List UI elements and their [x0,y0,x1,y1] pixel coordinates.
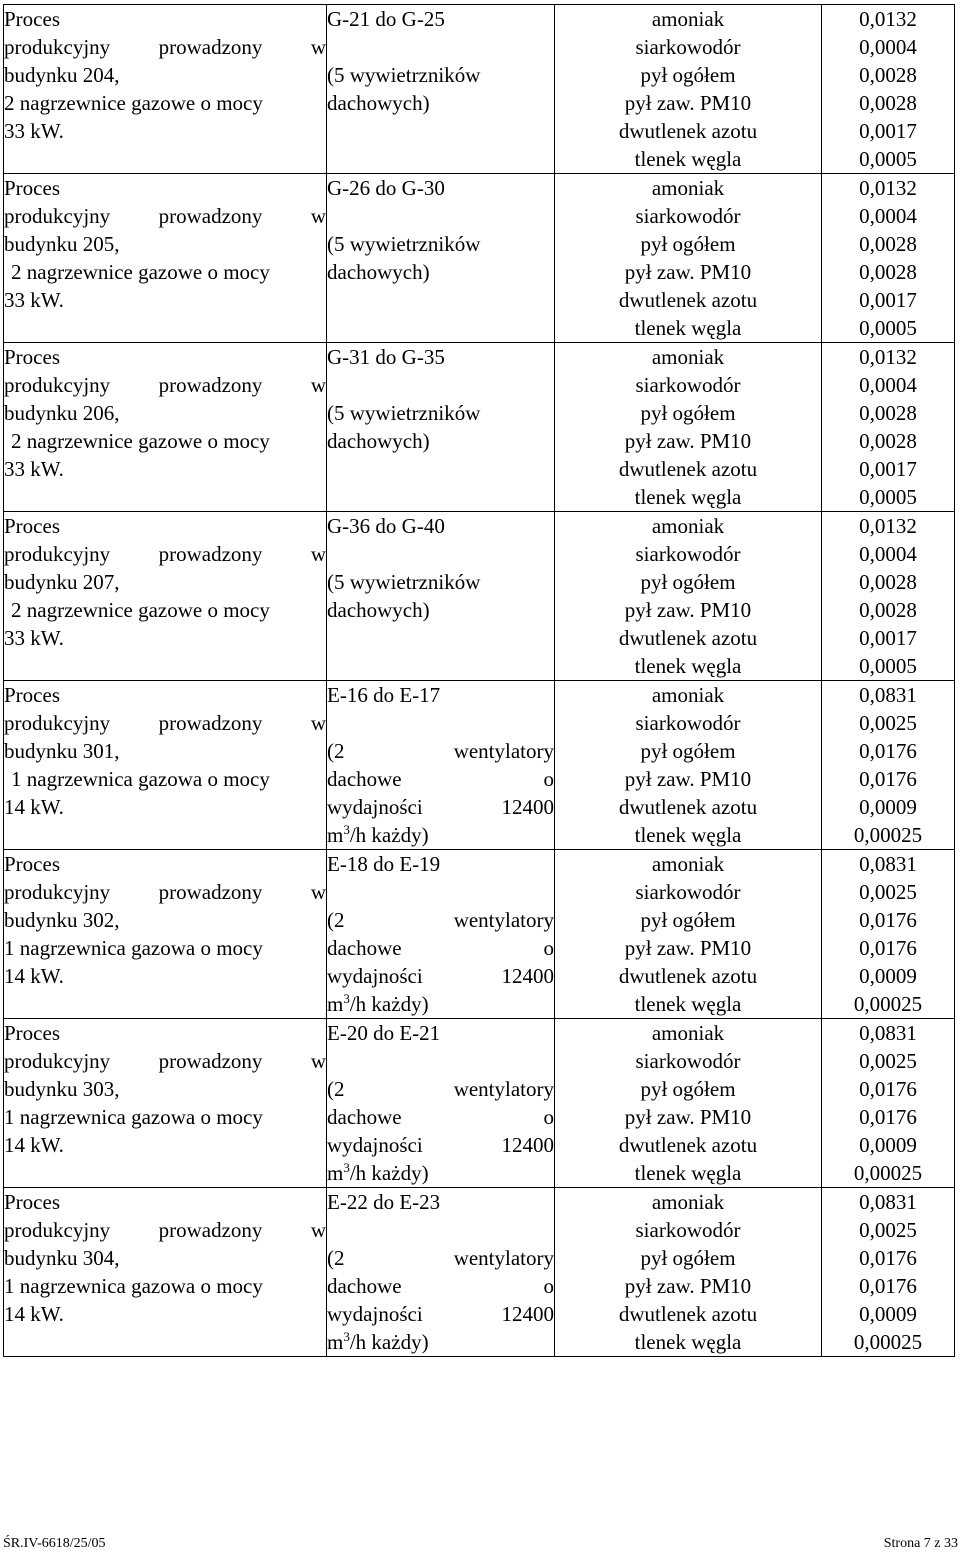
emission-values-cell [822,1019,955,1188]
source-description-line: dachowych) [327,260,430,284]
process-line: Proces [4,514,60,538]
substance-name: pył ogółem [640,232,736,256]
source-name: G-36 do G-40 [327,514,445,538]
substance-name: pył zaw. PM10 [624,936,752,960]
emission-value: 0,0176 [859,1246,917,1270]
process-cell [4,1188,327,1357]
process-line: Proces [4,1190,60,1214]
substance-name: siarkowodór [635,204,741,228]
substances-cell [555,512,822,681]
source-description-line: wydajności 12400 [327,964,554,988]
unit-exponent: 3 [343,822,350,837]
source-description-line: dachowych) [327,91,430,115]
unit-tail: /h każdy) [349,992,429,1016]
substance-name: tlenek węgla [634,654,742,678]
emission-value: 0,0025 [859,880,917,904]
substance-name: tlenek węgla [634,147,742,171]
process-line: 14 kW. [4,1302,64,1326]
process-line: 2 nagrzewnice gazowe o mocy [4,91,263,115]
emission-value: 0,0004 [859,35,917,59]
source-capacity-unit [327,1159,554,1187]
table-row [4,681,955,850]
process-cell [4,174,327,343]
substances-cell [555,5,822,174]
emission-source-cell [327,174,555,343]
substances-cell [555,850,822,1019]
emission-value: 0,0005 [859,147,917,171]
source-description-line: (2 wentylatory [327,908,554,932]
emission-value: 0,0005 [859,485,917,509]
emission-value: 0,0176 [859,1105,917,1129]
process-line: 33 kW. [4,288,64,312]
emission-values-cell [822,5,955,174]
process-line: Proces [4,852,60,876]
substance-name: pył ogółem [640,1077,736,1101]
process-line: 1 nagrzewnica gazowa o mocy [4,1105,263,1129]
process-line: budynku 303, [4,1077,120,1101]
spacer [327,1216,554,1244]
substance-name: siarkowodór [635,880,741,904]
substance-name: siarkowodór [635,1049,741,1073]
process-line: 33 kW. [4,626,64,650]
emission-value: 0,0025 [859,711,917,735]
source-description-line: (2 wentylatory [327,1246,554,1270]
source-name: E-16 do E-17 [327,683,441,707]
substance-name: pył ogółem [640,908,736,932]
process-line: budynku 301, [4,739,120,763]
page-number: Strona 7 z 33 [883,1536,958,1551]
spacer [327,1047,554,1075]
process-line: budynku 204, [4,63,120,87]
table-row [4,343,955,512]
table-row [4,512,955,681]
process-line: budynku 205, [4,232,120,256]
substance-name: pył zaw. PM10 [624,91,752,115]
substance-name: siarkowodór [635,35,741,59]
substance-name: pył zaw. PM10 [624,598,752,622]
emission-value: 0,0176 [859,908,917,932]
emission-value: 0,0005 [859,654,917,678]
emission-source-cell [327,850,555,1019]
source-description-line: (5 wywietrzników [327,63,481,87]
spacer [327,202,554,230]
emission-values-cell [822,343,955,512]
table-row [4,1188,955,1357]
substances-cell [555,1019,822,1188]
substance-name: pył zaw. PM10 [624,429,752,453]
source-description-line: dachowych) [327,429,430,453]
emission-value: 0,0028 [859,63,917,87]
substance-name: dwutlenek azotu [618,964,758,988]
source-description-line: wydajności 12400 [327,795,554,819]
source-name: G-21 do G-25 [327,7,445,31]
process-line: Proces [4,683,60,707]
substance-name: pył zaw. PM10 [624,1105,752,1129]
emission-value: 0,0132 [859,7,917,31]
substances-cell [555,343,822,512]
spacer [327,371,554,399]
emission-value: 0,0028 [859,260,917,284]
source-description-line: (5 wywietrzników [327,401,481,425]
source-description-line: (2 wentylatory [327,1077,554,1101]
substance-name: amoniak [651,514,725,538]
spacer [327,33,554,61]
substance-name: amoniak [651,176,725,200]
emission-source-cell [327,681,555,850]
source-description-line: dachowe o [327,1274,554,1298]
process-cell [4,5,327,174]
substance-name: tlenek węgla [634,316,742,340]
emission-value: 0,0176 [859,936,917,960]
substance-name: tlenek węgla [634,1161,742,1185]
emission-values-cell [822,1188,955,1357]
unit-base: m [327,823,344,847]
process-line: produkcyjny prowadzony w [4,711,326,735]
emission-value: 0,0009 [859,1302,917,1326]
substance-name: pył zaw. PM10 [624,260,752,284]
emission-value: 0,0028 [859,91,917,115]
process-cell [4,343,327,512]
process-line: Proces [4,176,60,200]
emission-value: 0,0009 [859,795,917,819]
process-line: produkcyjny prowadzony w [4,542,326,566]
substance-name: siarkowodór [635,711,741,735]
process-line: Proces [4,7,60,31]
source-capacity-unit [327,990,554,1018]
emission-values-cell [822,850,955,1019]
emission-value: 0,0025 [859,1218,917,1242]
emission-value: 0,0005 [859,316,917,340]
process-cell [4,681,327,850]
process-line: produkcyjny prowadzony w [4,1049,326,1073]
process-line: 14 kW. [4,1133,64,1157]
table-row [4,850,955,1019]
substance-name: siarkowodór [635,542,741,566]
substance-name: amoniak [651,7,725,31]
emission-value: 0,0017 [859,626,917,650]
emission-value: 0,0017 [859,457,917,481]
emission-value: 0,0132 [859,345,917,369]
emission-value: 0,0831 [859,852,917,876]
source-description-line: dachowe o [327,767,554,791]
document-reference: ŚR.IV-6618/25/05 [3,1536,106,1551]
substance-name: pył ogółem [640,1246,736,1270]
emission-value: 0,00025 [853,1330,923,1354]
emission-value: 0,0028 [859,232,917,256]
emission-value: 0,0028 [859,570,917,594]
process-line: produkcyjny prowadzony w [4,373,326,397]
process-line: 2 nagrzewnice gazowe o mocy [11,598,270,622]
emission-value: 0,0132 [859,514,917,538]
emission-value: 0,0831 [859,1021,917,1045]
process-line: 33 kW. [4,119,64,143]
process-line: Proces [4,345,60,369]
process-line: budynku 207, [4,570,120,594]
emission-value: 0,0176 [859,739,917,763]
process-line: budynku 302, [4,908,120,932]
emission-value: 0,0009 [859,1133,917,1157]
source-name: E-20 do E-21 [327,1021,441,1045]
substance-name: pył ogółem [640,570,736,594]
process-line: 1 nagrzewnica gazowa o mocy [4,936,263,960]
emission-source-cell [327,343,555,512]
substance-name: siarkowodór [635,1218,741,1242]
emission-source-cell [327,1019,555,1188]
source-description-line: dachowe o [327,936,554,960]
process-line: 1 nagrzewnica gazowa o mocy [4,1274,263,1298]
process-line: produkcyjny prowadzony w [4,204,326,228]
substance-name: amoniak [651,1021,725,1045]
process-line: 2 nagrzewnice gazowe o mocy [11,429,270,453]
substance-name: pył zaw. PM10 [624,767,752,791]
source-description-line: wydajności 12400 [327,1133,554,1157]
unit-tail: /h każdy) [349,823,429,847]
emission-value: 0,0025 [859,1049,917,1073]
source-name: E-22 do E-23 [327,1190,441,1214]
source-description-line: (5 wywietrzników [327,232,481,256]
process-line: Proces [4,1021,60,1045]
table-row [4,174,955,343]
spacer [327,540,554,568]
source-capacity-unit [327,821,554,849]
source-description-line: wydajności 12400 [327,1302,554,1326]
table-row [4,1019,955,1188]
substance-name: amoniak [651,1190,725,1214]
substance-name: dwutlenek azotu [618,626,758,650]
source-description-line: (2 wentylatory [327,739,554,763]
process-line: 33 kW. [4,457,64,481]
source-name: E-18 do E-19 [327,852,441,876]
substances-cell [555,1188,822,1357]
emission-value: 0,0004 [859,204,917,228]
substance-name: siarkowodór [635,373,741,397]
emission-value: 0,0176 [859,1274,917,1298]
emission-value: 0,0176 [859,1077,917,1101]
process-line: produkcyjny prowadzony w [4,880,326,904]
emission-values-cell [822,174,955,343]
emission-value: 0,0028 [859,598,917,622]
emission-value: 0,0028 [859,429,917,453]
emission-value: 0,0176 [859,767,917,791]
process-line: produkcyjny prowadzony w [4,1218,326,1242]
substance-name: pył ogółem [640,63,736,87]
unit-exponent: 3 [343,1329,350,1344]
substance-name: amoniak [651,852,725,876]
emission-value: 0,0004 [859,373,917,397]
emission-value: 0,0004 [859,542,917,566]
emission-value: 0,00025 [853,992,923,1016]
emission-value: 0,0017 [859,119,917,143]
process-line: 14 kW. [4,795,64,819]
substance-name: amoniak [651,683,725,707]
substance-name: pył ogółem [640,401,736,425]
emissions-table [3,4,955,1357]
table-row [4,5,955,174]
emission-value: 0,0017 [859,288,917,312]
substance-name: tlenek węgla [634,1330,742,1354]
substance-name: tlenek węgla [634,992,742,1016]
unit-base: m [327,1161,344,1185]
process-cell [4,1019,327,1188]
substance-name: dwutlenek azotu [618,1302,758,1326]
unit-base: m [327,992,344,1016]
process-line: budynku 206, [4,401,120,425]
emission-value: 0,00025 [853,1161,923,1185]
emission-source-cell [327,5,555,174]
process-cell [4,850,327,1019]
unit-base: m [327,1330,344,1354]
emission-source-cell [327,1188,555,1357]
substance-name: tlenek węgla [634,485,742,509]
emission-value: 0,0831 [859,1190,917,1214]
substance-name: dwutlenek azotu [618,795,758,819]
substance-name: amoniak [651,345,725,369]
unit-exponent: 3 [343,991,350,1006]
spacer [327,878,554,906]
spacer [327,709,554,737]
unit-tail: /h każdy) [349,1330,429,1354]
substances-cell [555,174,822,343]
emission-value: 0,0009 [859,964,917,988]
process-cell [4,512,327,681]
substance-name: dwutlenek azotu [618,119,758,143]
emission-value: 0,00025 [853,823,923,847]
emission-value: 0,0831 [859,683,917,707]
substance-name: dwutlenek azotu [618,288,758,312]
substances-cell [555,681,822,850]
emission-value: 0,0028 [859,401,917,425]
source-name: G-26 do G-30 [327,176,445,200]
source-capacity-unit [327,1328,554,1356]
emission-source-cell [327,512,555,681]
unit-exponent: 3 [343,1160,350,1175]
source-name: G-31 do G-35 [327,345,445,369]
substance-name: pył zaw. PM10 [624,1274,752,1298]
process-line: budynku 304, [4,1246,120,1270]
emission-values-cell [822,681,955,850]
source-description-line: dachowych) [327,598,430,622]
emission-value: 0,0132 [859,176,917,200]
substance-name: tlenek węgla [634,823,742,847]
emission-values-cell [822,512,955,681]
substance-name: dwutlenek azotu [618,457,758,481]
process-line: 1 nagrzewnica gazowa o mocy [11,767,270,791]
substance-name: pył ogółem [640,739,736,763]
source-description-line: (5 wywietrzników [327,570,481,594]
process-line: produkcyjny prowadzony w [4,35,326,59]
process-line: 2 nagrzewnice gazowe o mocy [11,260,270,284]
substance-name: dwutlenek azotu [618,1133,758,1157]
unit-tail: /h każdy) [349,1161,429,1185]
process-line: 14 kW. [4,964,64,988]
source-description-line: dachowe o [327,1105,554,1129]
